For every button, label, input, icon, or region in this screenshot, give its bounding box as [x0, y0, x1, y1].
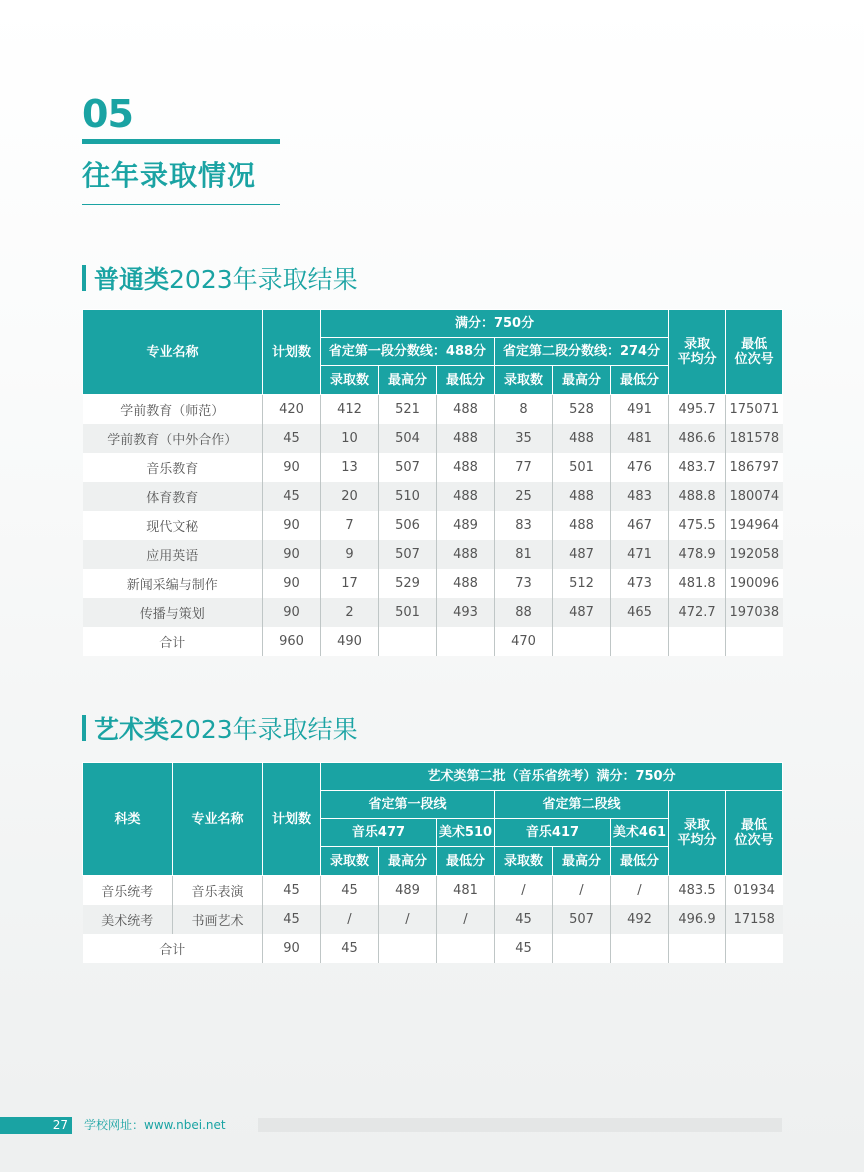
cell: 35 [495, 424, 553, 453]
cell: / [495, 876, 553, 905]
header-full-score: 满分：750分 [321, 310, 669, 338]
cell [611, 934, 669, 963]
cell: 470 [495, 627, 553, 656]
section-divider-thick [82, 139, 280, 144]
cell: 481.8 [669, 569, 726, 598]
cell: 181578 [726, 424, 783, 453]
cell: 合计 [83, 627, 263, 656]
cell: 471 [611, 540, 669, 569]
cell: 489 [437, 511, 495, 540]
table-row-total [83, 627, 783, 656]
cell: 488 [437, 569, 495, 598]
cell: 美术统考 [83, 905, 173, 934]
cell: 467 [611, 511, 669, 540]
cell: 45 [263, 482, 321, 511]
art-results-table [82, 762, 783, 963]
cell: 90 [263, 511, 321, 540]
header-avg: 录取 平均分 [669, 791, 726, 876]
cell: 现代文秘 [83, 511, 263, 540]
header-highest: 最高分 [379, 366, 437, 395]
header-admitted: 录取数 [321, 847, 379, 876]
cell: 475.5 [669, 511, 726, 540]
table-row [83, 876, 783, 905]
cell: 486.6 [669, 424, 726, 453]
cell: / [379, 905, 437, 934]
table-row [83, 424, 783, 453]
header-tier2: 省定第二段线 [495, 791, 669, 819]
cell: 体育教育 [83, 482, 263, 511]
header-lowest: 最低分 [611, 366, 669, 395]
cell [437, 627, 495, 656]
header-fineart-tier2: 美术461 [611, 819, 669, 847]
cell: 190096 [726, 569, 783, 598]
cell: 506 [379, 511, 437, 540]
cell: 音乐教育 [83, 453, 263, 482]
header-tier1: 省定第一段线 [321, 791, 495, 819]
cell: 507 [379, 453, 437, 482]
cell: 书画艺术 [173, 905, 263, 934]
cell: 489 [379, 876, 437, 905]
cell: 420 [263, 395, 321, 424]
header-plan: 计划数 [263, 310, 321, 395]
header-tier2: 省定第二段分数线：274分 [495, 338, 669, 366]
cell: 487 [553, 598, 611, 627]
cell: 960 [263, 627, 321, 656]
cell: 传播与策划 [83, 598, 263, 627]
cell: 88 [495, 598, 553, 627]
cell: 192058 [726, 540, 783, 569]
header-admitted: 录取数 [495, 847, 553, 876]
cell: 488 [437, 453, 495, 482]
total-plan: 90 [263, 934, 321, 963]
cell: 465 [611, 598, 669, 627]
cell: 483.7 [669, 453, 726, 482]
header-lowest: 最低分 [611, 847, 669, 876]
header-highest: 最高分 [553, 366, 611, 395]
cell: 507 [553, 905, 611, 934]
table-row [83, 453, 783, 482]
cell: 音乐表演 [173, 876, 263, 905]
cell [669, 627, 726, 656]
table-row [83, 598, 783, 627]
table-row [83, 482, 783, 511]
cell: 512 [553, 569, 611, 598]
cell: 7 [321, 511, 379, 540]
cell: / [553, 876, 611, 905]
cell: 487 [553, 540, 611, 569]
cell: 528 [553, 395, 611, 424]
cell: 476 [611, 453, 669, 482]
cell: 488 [437, 424, 495, 453]
header-music-tier2: 音乐417 [495, 819, 611, 847]
cell: 应用英语 [83, 540, 263, 569]
cell: 507 [379, 540, 437, 569]
section-divider-thin [82, 204, 280, 205]
cell: 488 [437, 395, 495, 424]
cell: 45 [263, 876, 321, 905]
cell: / [611, 876, 669, 905]
cell: 496.9 [669, 905, 726, 934]
cell: 45 [263, 424, 321, 453]
cell: 音乐统考 [83, 876, 173, 905]
cell: 521 [379, 395, 437, 424]
header-music-tier1: 音乐477 [321, 819, 437, 847]
cell: 20 [321, 482, 379, 511]
cell: 483 [611, 482, 669, 511]
cell: 481 [611, 424, 669, 453]
heading-marker [82, 715, 86, 741]
cell: 83 [495, 511, 553, 540]
header-major: 专业名称 [173, 763, 263, 876]
cell: 483.5 [669, 876, 726, 905]
cell [669, 934, 726, 963]
cell: 490 [321, 627, 379, 656]
cell [379, 627, 437, 656]
header-category: 科类 [83, 763, 173, 876]
cell: 194964 [726, 511, 783, 540]
cell: 90 [263, 540, 321, 569]
general-heading-bold: 普通类 [94, 265, 170, 294]
general-heading [82, 260, 358, 296]
cell: 77 [495, 453, 553, 482]
cell: 90 [263, 453, 321, 482]
table-row [83, 540, 783, 569]
header-highest: 最高分 [553, 847, 611, 876]
cell [437, 934, 495, 963]
cell: 481 [437, 876, 495, 905]
cell [379, 934, 437, 963]
cell: 2 [321, 598, 379, 627]
cell: 472.7 [669, 598, 726, 627]
table-row [83, 569, 783, 598]
cell: 学前教育（师范） [83, 395, 263, 424]
cell: 17 [321, 569, 379, 598]
total-admitted-tier1: 45 [321, 934, 379, 963]
cell: 495.7 [669, 395, 726, 424]
header-major: 专业名称 [83, 310, 263, 395]
art-heading-light: 2023年录取结果 [169, 715, 358, 744]
header-plan: 计划数 [263, 763, 321, 876]
cell: 488 [437, 540, 495, 569]
cell: 488 [437, 482, 495, 511]
cell: / [321, 905, 379, 934]
cell: 412 [321, 395, 379, 424]
header-lowest: 最低分 [437, 847, 495, 876]
cell: 17158 [726, 905, 783, 934]
cell: 491 [611, 395, 669, 424]
cell: 197038 [726, 598, 783, 627]
cell: 73 [495, 569, 553, 598]
cell: 81 [495, 540, 553, 569]
table-row [83, 511, 783, 540]
cell: 25 [495, 482, 553, 511]
cell: 493 [437, 598, 495, 627]
table-row-total [83, 934, 783, 963]
header-lowest: 最低分 [437, 366, 495, 395]
header-min-rank: 最低 位次号 [726, 310, 783, 395]
cell: 504 [379, 424, 437, 453]
cell: 01934 [726, 876, 783, 905]
header-min-rank: 最低 位次号 [726, 791, 783, 876]
cell [726, 934, 783, 963]
cell: 501 [553, 453, 611, 482]
footer-bar [258, 1118, 782, 1132]
cell: 492 [611, 905, 669, 934]
cell: 45 [321, 876, 379, 905]
general-results-table [82, 309, 783, 656]
cell: 45 [263, 905, 321, 934]
cell: 新闻采编与制作 [83, 569, 263, 598]
cell: 488.8 [669, 482, 726, 511]
cell: / [437, 905, 495, 934]
header-admitted: 录取数 [321, 366, 379, 395]
cell: 8 [495, 395, 553, 424]
cell: 9 [321, 540, 379, 569]
cell: 488 [553, 424, 611, 453]
cell: 478.9 [669, 540, 726, 569]
total-label: 合计 [83, 934, 263, 963]
website-url: 学校网址：www.nbei.net [84, 1118, 226, 1132]
heading-marker [82, 265, 86, 291]
cell: 90 [263, 569, 321, 598]
cell: 学前教育（中外合作） [83, 424, 263, 453]
header-highest: 最高分 [379, 847, 437, 876]
header-avg: 录取 平均分 [669, 310, 726, 395]
cell: 510 [379, 482, 437, 511]
cell: 186797 [726, 453, 783, 482]
art-heading [82, 710, 358, 746]
cell: 473 [611, 569, 669, 598]
section-title: 往年录取情况 [82, 159, 257, 192]
table-row [83, 395, 783, 424]
header-fineart-tier1: 美术510 [437, 819, 495, 847]
cell [726, 627, 783, 656]
cell: 180074 [726, 482, 783, 511]
cell [553, 627, 611, 656]
table-row [83, 905, 783, 934]
cell: 90 [263, 598, 321, 627]
cell: 488 [553, 511, 611, 540]
cell: 45 [495, 905, 553, 934]
cell: 13 [321, 453, 379, 482]
cell: 501 [379, 598, 437, 627]
art-heading-bold: 艺术类 [94, 715, 170, 744]
cell [611, 627, 669, 656]
section-number: 05 [82, 92, 133, 136]
total-admitted-tier2: 45 [495, 934, 553, 963]
page-number: 27 [0, 1117, 72, 1134]
header-admitted: 录取数 [495, 366, 553, 395]
cell: 488 [553, 482, 611, 511]
cell: 529 [379, 569, 437, 598]
cell: 175071 [726, 395, 783, 424]
general-heading-light: 2023年录取结果 [169, 265, 358, 294]
header-tier1: 省定第一段分数线：488分 [321, 338, 495, 366]
header-batch: 艺术类第二批（音乐省统考）满分：750分 [321, 763, 783, 791]
cell [553, 934, 611, 963]
cell: 10 [321, 424, 379, 453]
